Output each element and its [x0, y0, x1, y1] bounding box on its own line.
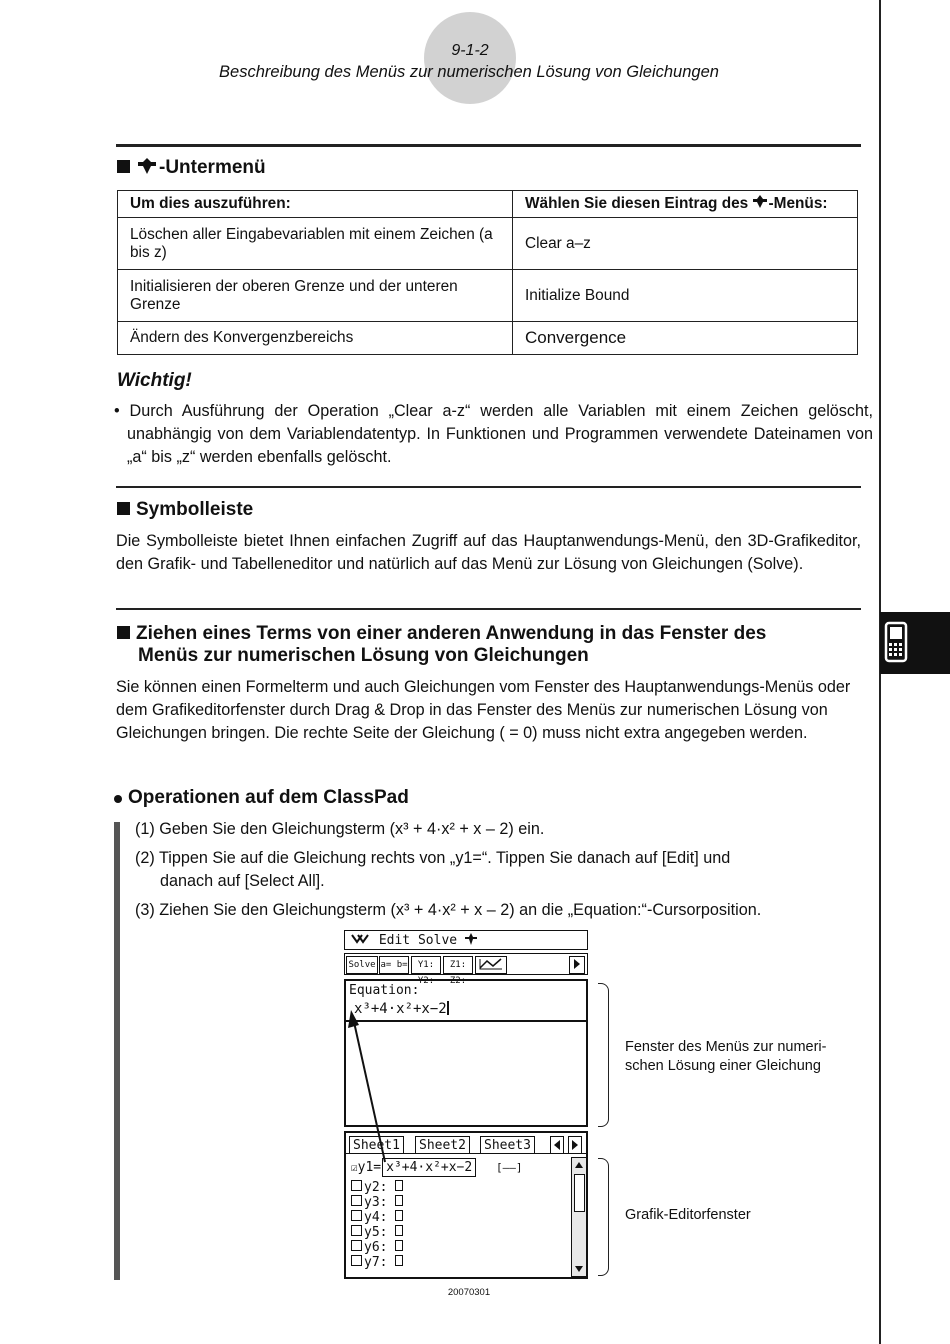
diamond-icon[interactable] — [465, 933, 477, 945]
step-3: (3) Ziehen Sie den Gleichungsterm (x³ + 4·x² + x – 2) an die „Equation:“-Cursorposition. — [135, 901, 762, 919]
page-number: 9-1-2 — [451, 42, 489, 59]
step-2-line2: danach auf [Select All]. — [160, 872, 325, 890]
calculator-icon — [880, 612, 950, 674]
list-item[interactable]: y6: — [351, 1240, 405, 1255]
square-bullet-icon — [117, 160, 130, 173]
tab-sheet3[interactable]: Sheet3 — [480, 1136, 535, 1154]
drag-arrow-icon — [340, 1000, 400, 1170]
y1-style[interactable]: [——] — [496, 1161, 523, 1174]
solve-button[interactable]: Solve — [346, 956, 378, 974]
list-item[interactable]: y2: — [351, 1180, 405, 1195]
section-divider — [116, 486, 861, 488]
section-divider — [116, 608, 861, 610]
drag-text: Sie können einen Formelterm und auch Gleichungen vom Fenster des Hauptanwendungs-Menüs oder dem Grafikeditorfenster durch Drag & Drop in das Fenster des Menüs zur numerischen Lösung von Gleichungen bringen. Die rechte Seite der Gleichung ( = 0) muss nicht extra angegeben werden. — [116, 678, 851, 742]
list-item[interactable]: y5: — [351, 1225, 405, 1240]
solve-window-caption: Fenster des Menüs zur numeri- schen Lösung einer Gleichung — [625, 1039, 827, 1074]
table-cell-action: Ändern des Konvergenzbereichs — [118, 322, 513, 355]
equation-label: Equation: — [349, 983, 420, 998]
section-divider — [116, 144, 861, 147]
page-title: Beschreibung des Menüs zur numerischen Lösung von Gleichungen — [219, 63, 719, 81]
graph-editor-button[interactable]: Y1: Y2: — [411, 956, 441, 974]
scroll-right-icon[interactable] — [569, 956, 585, 974]
variables-button[interactable]: a= b= — [379, 956, 409, 974]
diamond-menu-icon — [753, 195, 769, 209]
table-header-action: Um dies auszuführen: — [118, 191, 513, 218]
table-cell-entry: Clear a–z — [513, 218, 858, 270]
graph-window-bracket — [598, 1158, 609, 1276]
square-bullet-icon — [117, 502, 130, 515]
section-heading-drag: Ziehen eines Terms von einer anderen Anwendung in das Fenster des Menüs zur numerischen Lösung von Gleichungen — [117, 623, 766, 667]
scroll-thumb[interactable] — [574, 1174, 585, 1212]
step-2-line1: (2) Tippen Sie auf die Gleichung rechts von „y1=“. Tippen Sie danach auf [Edit] und — [135, 849, 731, 867]
section-heading-symbolleiste: Symbolleiste — [117, 499, 253, 521]
table-cell-action: Initialisieren der oberen Grenze und der unteren Grenze — [118, 270, 513, 322]
diamond-menu-icon — [138, 157, 158, 175]
toolbar — [344, 953, 588, 986]
list-item[interactable]: y7: — [351, 1255, 405, 1270]
step-1: (1) Geben Sie den Gleichungsterm (x³ + 4·x² + x – 2) ein. — [135, 820, 545, 838]
equation-input[interactable]: x³+4·x²+x−2 — [354, 1001, 447, 1017]
y1-expression[interactable]: x³+4·x²+x−2 — [382, 1158, 476, 1177]
double-chevron-icon[interactable] — [351, 934, 371, 944]
bullet-dot-icon — [114, 795, 122, 803]
tab-sheet2[interactable]: Sheet2 — [415, 1136, 470, 1154]
checked-box-icon[interactable]: ☑ — [351, 1161, 358, 1174]
list-item[interactable]: y3: — [351, 1195, 405, 1210]
section-heading-untermenu: -Untermenü — [117, 157, 266, 179]
table-cell-entry: Convergence — [513, 322, 858, 355]
menu-bar — [344, 930, 588, 950]
table-editor-button[interactable]: Z1: Z2: — [443, 956, 473, 974]
graph-window-caption: Grafik-Editorfenster — [625, 1207, 751, 1223]
square-bullet-icon — [117, 626, 130, 639]
graph-icon[interactable] — [475, 956, 507, 974]
chapter-tab — [880, 612, 950, 674]
table-cell-action: Löschen aller Eingabevariablen mit einem Zeichen (a bis z) — [118, 218, 513, 270]
footer-code: 20070301 — [447, 1287, 491, 1298]
solve-window-bracket — [598, 983, 609, 1127]
important-heading: Wichtig! — [117, 370, 192, 391]
scrollbar[interactable] — [571, 1157, 587, 1277]
table-header-entry: Wählen Sie diesen Eintrag des -Menüs: — [513, 191, 858, 218]
table-row — [118, 218, 858, 270]
table-row — [118, 322, 858, 355]
symbolleiste-text: Die Symbolleiste bietet Ihnen einfachen Zugriff auf das Hauptanwendungs-Menü, den 3D-Grafikeditor, den Grafik- und Tabelleneditor und natürlich auf das Menü zur Lösung von Gleichungen (Solve). — [116, 532, 861, 573]
table-row — [118, 270, 858, 322]
tab-scroll-left-icon[interactable] — [550, 1136, 564, 1154]
important-text: • Durch Ausführung der Operation „Clear a-z“ werden alle Variablen mit einem Zeichen gelöscht, unabhängig von dem Variablendatentyp. In Funktionen und Programmen verwendete Dateinamen von „a“ bis „z“ werden ebenfalls gelöscht. — [114, 402, 873, 466]
list-item[interactable]: ☑y1= x³+4·x²+x−2 [——] — [351, 1160, 523, 1175]
list-item[interactable]: y4: — [351, 1210, 405, 1225]
operations-heading: Operationen auf dem ClassPad — [128, 787, 409, 808]
submenu-table — [117, 190, 858, 355]
scroll-down-icon[interactable] — [572, 1262, 586, 1276]
scroll-up-icon[interactable] — [572, 1158, 586, 1172]
operations-bar — [114, 822, 120, 1280]
tab-sheet1[interactable]: Sheet1 — [349, 1136, 404, 1154]
table-cell-entry: Initialize Bound — [513, 270, 858, 322]
menu-items[interactable]: Edit Solve — [378, 933, 458, 948]
tab-scroll-right-icon[interactable] — [568, 1136, 582, 1154]
